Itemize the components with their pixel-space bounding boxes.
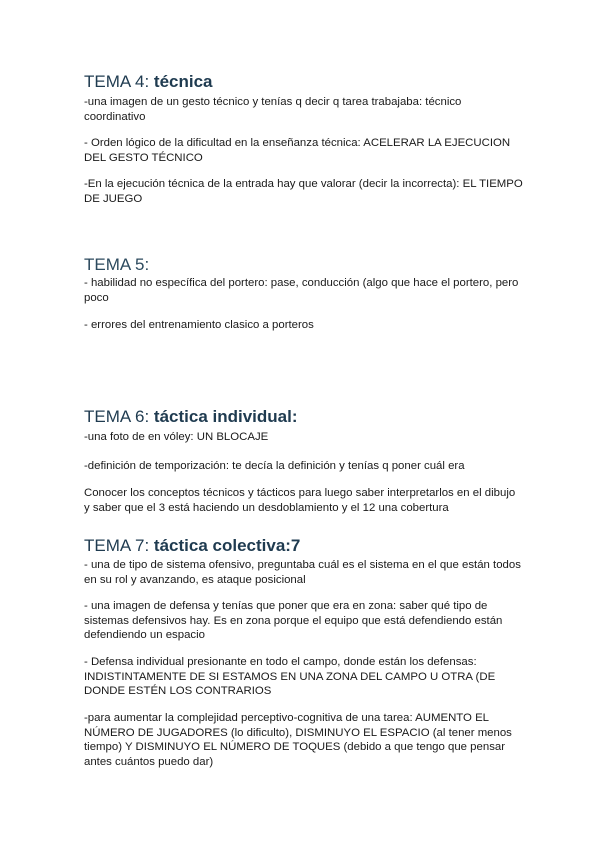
heading-title: táctica colectiva:7	[153, 536, 301, 555]
section-heading-tema-5	[84, 255, 149, 275]
paragraph: Conocer los conceptos técnicos y tácticos para luego saber interpretarlos en el dibujo y saber que el 3 está haciendo un desdoblamiento y el 12 una cobertura	[84, 487, 516, 514]
paragraph: -una foto de en vóley: UN BLOCAJE	[84, 431, 269, 443]
paragraph: - habilidad no específica del portero: pase, conducción (algo que hace el portero, pero poco	[84, 277, 519, 304]
paragraph: -En la ejecución técnica de la entrada hay que valorar (decir la incorrecta): EL TIEMPO DE JUEGO	[84, 178, 523, 205]
paragraph: - Defensa individual presionante en todo el campo, donde están los defensas: INDISTINTAMENTE DE SI ESTAMOS EN UNA ZONA DEL CAMPO U OTRA (DE DONDE ESTÉN LOS CONTRARIOS	[84, 656, 496, 697]
paragraph: - una imagen de defensa y tenías que poner que era en zona: saber qué tipo de sistemas defensivos hay. Es en zona porque el equipo que está defendiendo están defendiendo un espacio	[84, 600, 503, 641]
heading-number: TEMA 7:	[84, 536, 154, 555]
paragraph: - errores del entrenamiento clasico a porteros	[84, 319, 314, 331]
paragraph: -una imagen de un gesto técnico y tenías q decir q tarea trabajaba: técnico coordinativo	[84, 96, 462, 123]
paragraph: -definición de temporización: te decía la definición y tenías q poner cuál era	[84, 460, 465, 472]
paragraph: - Orden lógico de la dificultad en la enseñanza técnica: ACELERAR LA EJECUCION DEL GESTO TÉCNICO	[84, 137, 511, 164]
heading-title: táctica individual:	[153, 407, 298, 426]
heading-number: TEMA 5:	[84, 255, 150, 274]
section-heading-tema-4	[84, 72, 213, 92]
heading-number: TEMA 6:	[84, 407, 154, 426]
section-heading-tema-7	[84, 536, 300, 556]
heading-number: TEMA 4:	[84, 72, 154, 91]
paragraph: -para aumentar la complejidad perceptivo-cognitiva de una tarea: AUMENTO EL NÚMERO DE JUGADORES (lo dificulto), DISMINUYO EL ESPACIO (al tener menos tiempo) Y DISMINUYO EL NÚMERO DE TOQUES (debido a que tengo que pensar antes cuántos puedo dar)	[84, 712, 512, 768]
paragraph: - una de tipo de sistema ofensivo, preguntaba cuál es el sistema en el que están todos en su rol y avanzando, es ataque posicional	[84, 559, 521, 586]
heading-title: técnica	[153, 72, 213, 91]
section-heading-tema-6	[84, 407, 298, 427]
